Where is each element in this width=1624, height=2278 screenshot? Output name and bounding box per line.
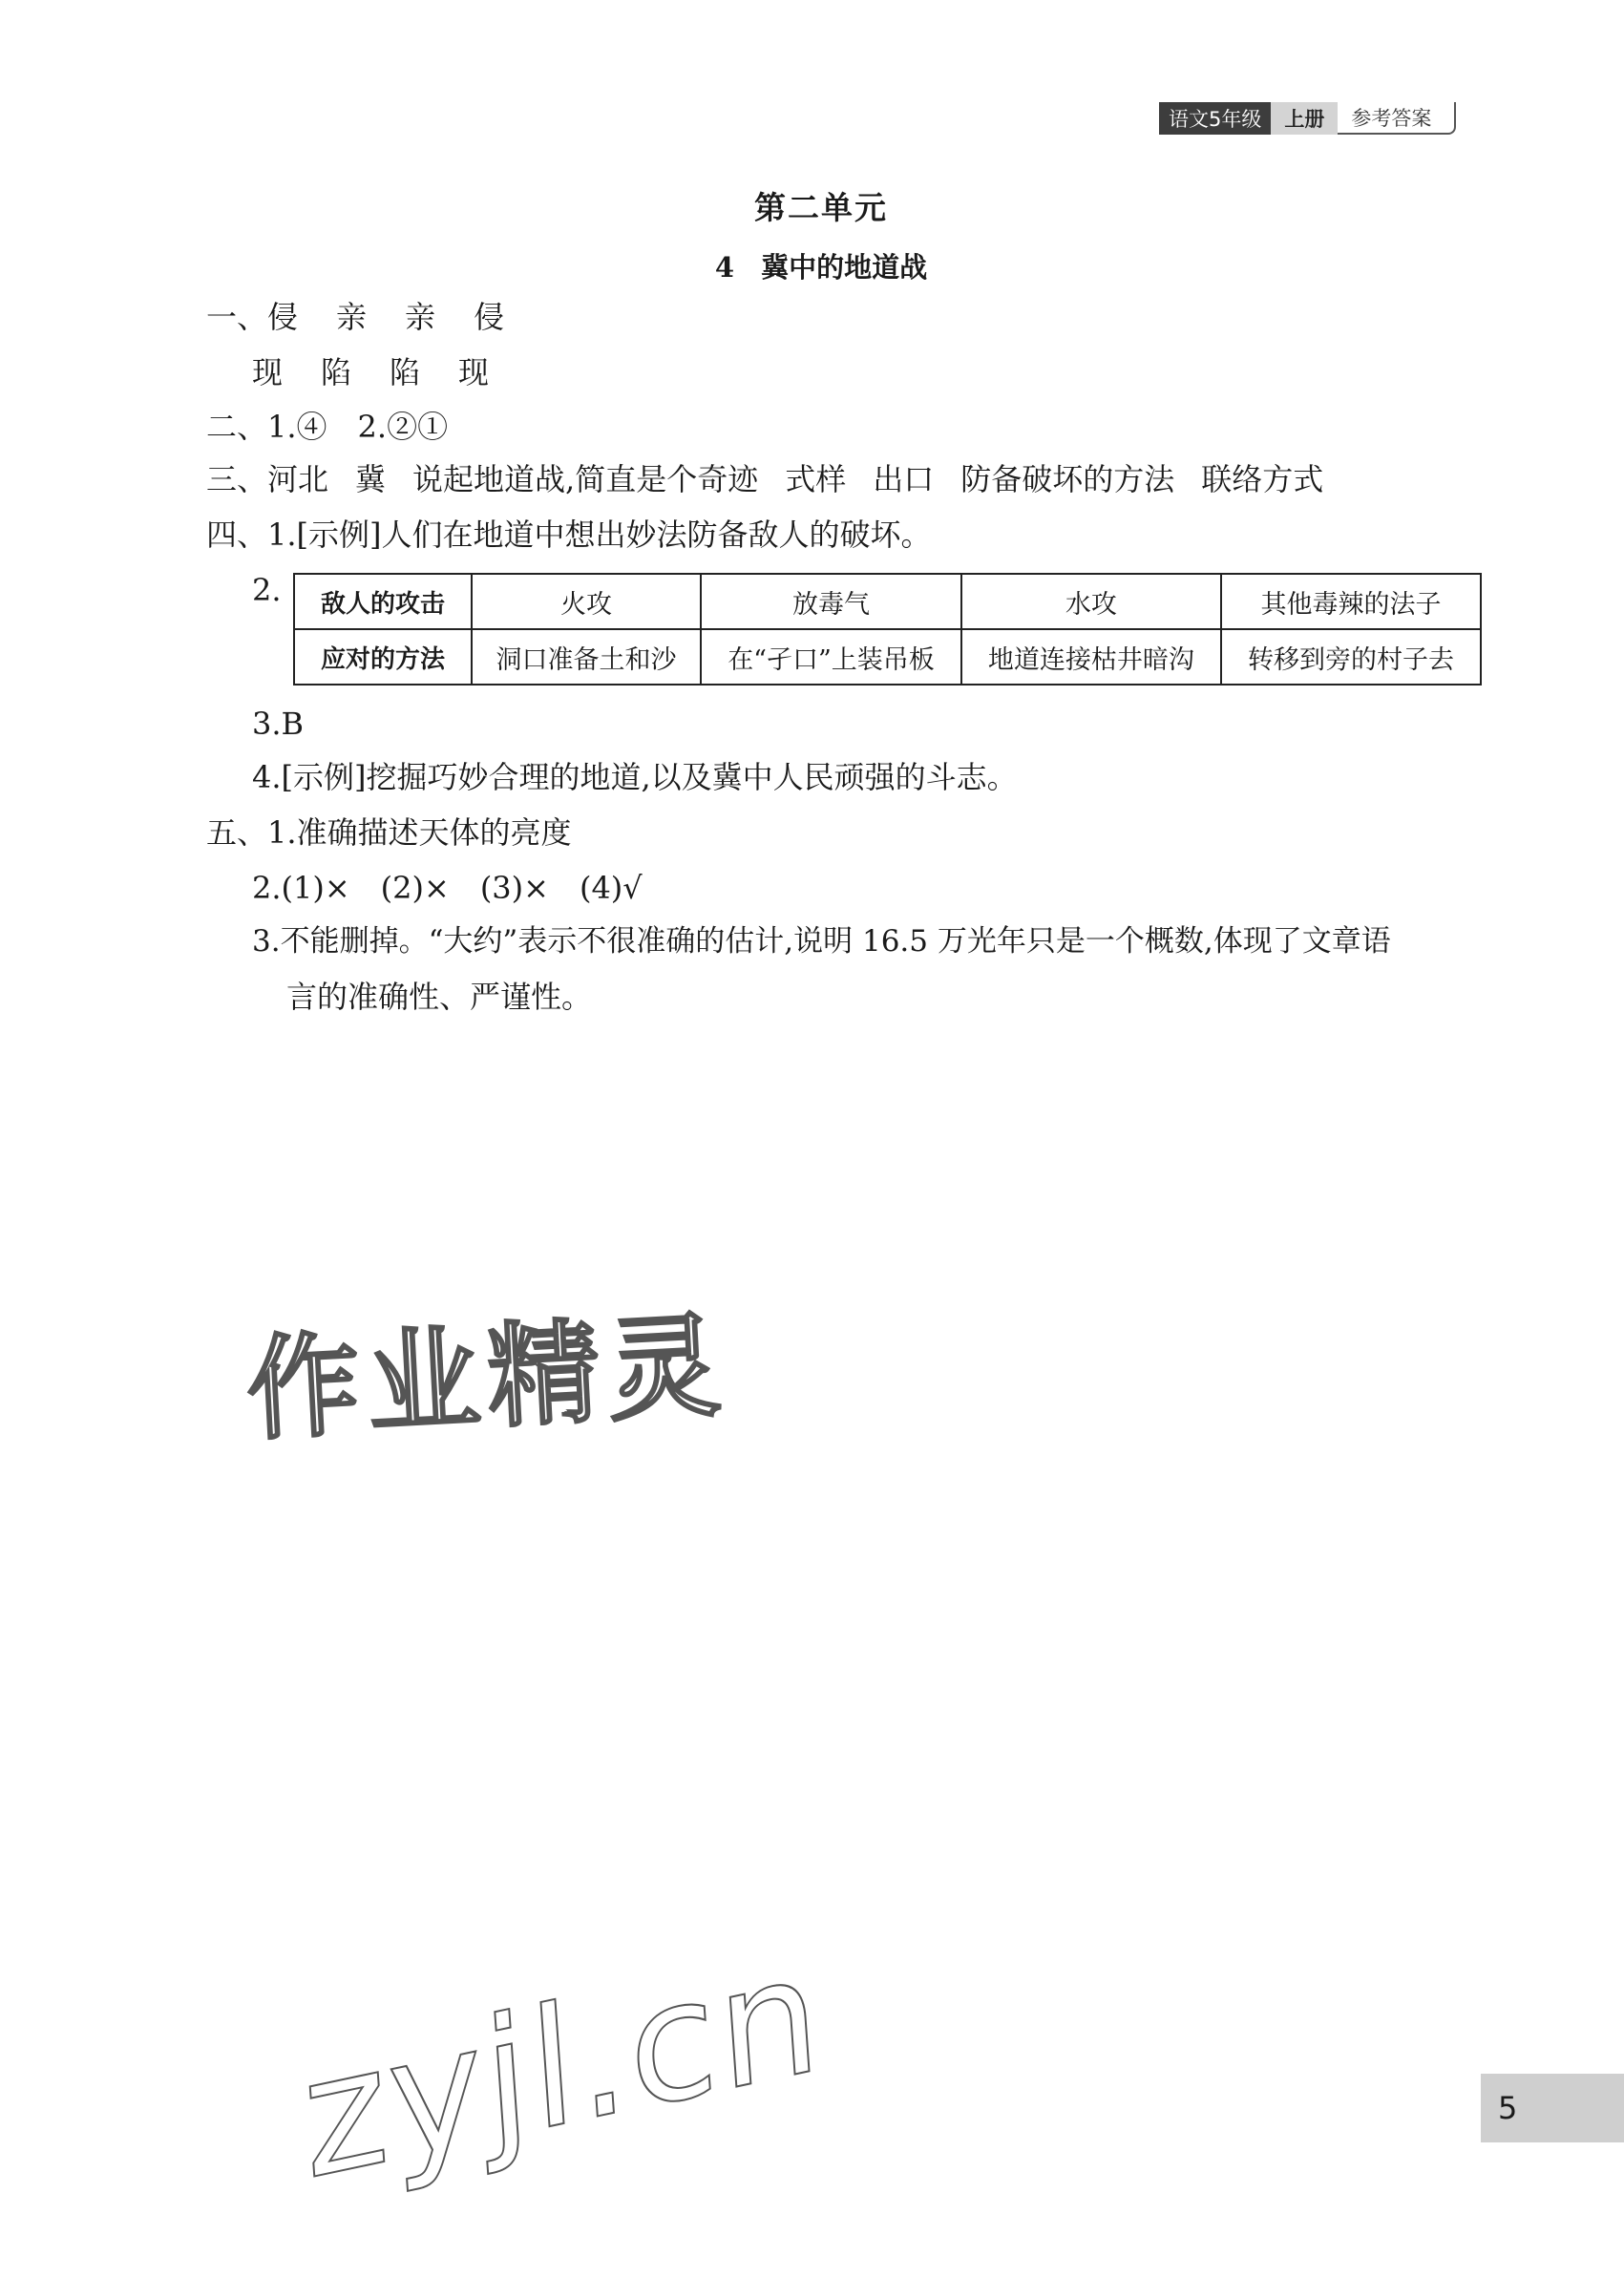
section-5-q3-line-2: 言的准确性、严谨性。 — [286, 979, 593, 1015]
table-cell: 敌人的攻击 — [294, 574, 472, 629]
section-2-text: 1.④ 2.②① — [267, 409, 449, 445]
table-row — [294, 629, 1481, 685]
table-cell: 地道连接枯井暗沟 — [961, 629, 1221, 685]
answer-item: 河北 — [267, 461, 329, 497]
header-hook-decoration — [1445, 102, 1456, 135]
lesson-title — [0, 246, 1624, 285]
header-tab — [1159, 102, 1456, 135]
char: 现 — [458, 354, 490, 390]
section-2 — [206, 408, 448, 446]
table-cell: 洞口准备土和沙 — [472, 629, 701, 685]
table-cell: 应对的方法 — [294, 629, 472, 685]
section-4-q3: 3.B — [252, 706, 305, 742]
unit-title: 第二单元 — [754, 189, 888, 226]
answer-item: 防备破坏的方法 — [960, 461, 1175, 497]
section-4-q2-number: 2. — [252, 572, 282, 608]
header-volume: 上册 — [1271, 102, 1338, 135]
char: 侵 — [474, 299, 505, 335]
table-row — [294, 574, 1481, 629]
answer-table — [293, 573, 1482, 686]
page-number: 5 — [1481, 2074, 1624, 2142]
table-cell: 水攻 — [961, 574, 1221, 629]
char: 亲 — [405, 299, 436, 335]
watermark-zuoyejingling: 作业精灵 — [243, 1298, 731, 1457]
table-cell: 其他毒辣的法子 — [1221, 574, 1481, 629]
section-1-row-2 — [252, 353, 489, 391]
char: 现 — [252, 354, 284, 390]
char: 陷 — [321, 354, 352, 390]
table-cell: 转移到旁的村子去 — [1221, 629, 1481, 685]
section-1-marker: 一、 — [206, 299, 268, 335]
section-5-q2: 2.(1)× (2)× (3)× (4)√ — [252, 870, 643, 906]
char: 陷 — [390, 354, 421, 390]
section-2-marker: 二、 — [206, 409, 268, 445]
char: 亲 — [336, 299, 368, 335]
header-label: 参考答案 — [1338, 102, 1445, 135]
section-3-marker: 三、 — [206, 461, 268, 497]
char: 侵 — [267, 299, 299, 335]
section-4-q1 — [206, 516, 932, 554]
table-cell: 放毒气 — [701, 574, 961, 629]
table-cell: 火攻 — [472, 574, 701, 629]
answer-item: 出口 — [873, 461, 935, 497]
lesson-number: 4 — [714, 251, 735, 284]
answer-item: 联络方式 — [1201, 461, 1324, 497]
header-subject: 语文5年级 — [1159, 102, 1271, 135]
section-3 — [206, 460, 1323, 498]
section-5-q1-text: 1.准确描述天体的亮度 — [267, 814, 572, 851]
section-4-q4: 4.[示例]挖掘巧妙合理的地道,以及冀中人民顽强的斗志。 — [252, 759, 1018, 795]
section-5-q3-line-1: 3.不能删掉。“大约”表示不很准确的估计,说明 16.5 万光年只是一个概数,体现了文章语 — [252, 924, 1391, 959]
answer-item: 式样 — [785, 461, 847, 497]
answer-item: 说起地道战,简直是个奇迹 — [412, 461, 759, 497]
table-cell: 在“孑口”上装吊板 — [701, 629, 961, 685]
answer-item: 冀 — [355, 461, 387, 497]
section-5-marker: 五、 — [206, 814, 268, 851]
lesson-name: 冀中的地道战 — [761, 251, 928, 284]
section-1-row-1 — [206, 298, 504, 336]
section-4-marker: 四、 — [206, 517, 268, 553]
section-5-q1 — [206, 813, 572, 852]
section-4-q1-text: 1.[示例]人们在地道中想出妙法防备敌人的破坏。 — [267, 517, 932, 553]
watermark-zyjl-url: zyjl.cn — [297, 1916, 828, 2218]
